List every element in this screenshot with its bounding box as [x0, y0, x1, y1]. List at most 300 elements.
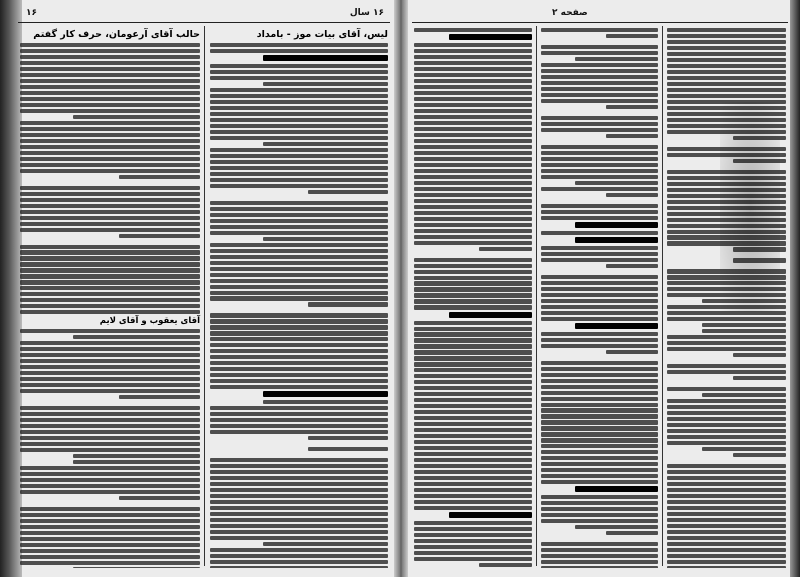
text-line — [414, 434, 532, 438]
text-line — [414, 55, 532, 59]
text-line — [667, 435, 786, 439]
right-page-column-2 — [539, 28, 660, 568]
text-line — [541, 513, 658, 517]
text-line — [414, 344, 532, 348]
text-line — [541, 81, 658, 85]
text-line — [414, 115, 532, 119]
text-line — [667, 494, 786, 498]
text-line — [667, 411, 786, 415]
text-line — [210, 566, 388, 568]
text-line — [119, 496, 200, 500]
text-line — [210, 106, 388, 110]
left-header-date: ۱۶ سال — [349, 8, 384, 18]
text-line — [414, 464, 532, 468]
text-line — [606, 134, 658, 138]
text-line — [414, 49, 532, 53]
text-line — [308, 436, 388, 440]
text-line — [414, 217, 532, 221]
text-line — [414, 281, 532, 285]
text-line — [414, 539, 532, 543]
text-line — [667, 82, 786, 86]
text-line — [20, 359, 200, 363]
text-line — [414, 175, 532, 179]
text-line — [20, 298, 200, 302]
right-page — [412, 6, 788, 572]
text-line — [20, 198, 200, 202]
text-line — [541, 444, 658, 448]
text-line — [667, 464, 786, 468]
text-line — [20, 472, 200, 476]
right-running-head — [412, 8, 788, 23]
text-line — [414, 338, 532, 342]
left-column-inline-heading: آقای یعقوب و آقای لایم — [99, 316, 200, 327]
subheading-line — [575, 486, 658, 492]
text-line — [210, 296, 388, 300]
text-line — [667, 70, 786, 74]
text-line — [20, 478, 200, 482]
text-line — [210, 464, 388, 468]
text-line — [541, 175, 658, 179]
text-line — [414, 270, 532, 274]
text-line — [20, 274, 200, 278]
text-line — [210, 512, 388, 516]
text-line — [667, 566, 786, 568]
text-line — [210, 331, 388, 335]
text-line — [606, 105, 658, 109]
text-line — [414, 446, 532, 450]
text-line — [20, 549, 200, 553]
text-line — [414, 163, 532, 167]
text-line — [210, 136, 388, 140]
text-line — [541, 385, 658, 389]
text-line — [541, 151, 658, 155]
text-line — [541, 426, 658, 430]
text-line — [210, 554, 388, 558]
text-line — [119, 234, 200, 238]
left-column-heading: حالب آقای آرعومان، حرف کار گفتم — [33, 29, 200, 40]
text-line — [667, 335, 786, 339]
text-line — [20, 507, 200, 511]
text-line — [210, 379, 388, 383]
text-line — [210, 267, 388, 271]
text-line — [541, 128, 658, 132]
right-page-column-1-text — [412, 28, 534, 568]
text-line — [541, 45, 658, 49]
text-line — [667, 88, 786, 92]
text-line — [541, 554, 658, 558]
text-line — [667, 429, 786, 433]
text-line — [541, 69, 658, 73]
text-line — [414, 452, 532, 456]
text-line — [414, 305, 532, 309]
text-line — [210, 231, 388, 235]
text-line — [20, 121, 200, 125]
text-line — [414, 416, 532, 420]
text-line — [414, 374, 532, 378]
left-page — [18, 6, 390, 572]
text-line — [414, 287, 532, 291]
text-line — [414, 533, 532, 537]
text-line — [414, 458, 532, 462]
text-line — [541, 408, 658, 412]
text-line — [667, 341, 786, 345]
text-line — [20, 262, 200, 266]
text-line — [414, 193, 532, 197]
text-line — [210, 64, 388, 68]
text-line — [414, 276, 532, 280]
text-line — [20, 103, 200, 107]
text-line — [414, 398, 532, 402]
text-line — [119, 395, 200, 399]
text-line — [414, 362, 532, 366]
text-line — [20, 448, 200, 452]
text-line — [414, 241, 532, 245]
text-line — [210, 112, 388, 116]
text-line — [667, 488, 786, 492]
text-line — [414, 133, 532, 137]
text-line — [20, 466, 200, 470]
text-line — [20, 79, 200, 83]
text-line — [20, 43, 200, 47]
text-line — [414, 79, 532, 83]
text-line — [667, 58, 786, 62]
text-line — [414, 404, 532, 408]
text-line — [541, 338, 658, 342]
text-line — [414, 545, 532, 549]
text-line — [308, 447, 388, 451]
text-line — [541, 275, 658, 279]
text-line — [541, 258, 658, 262]
text-line — [667, 476, 786, 480]
text-line — [20, 412, 200, 416]
text-line — [414, 500, 532, 504]
text-line — [541, 187, 658, 191]
text-line — [414, 356, 532, 360]
text-line — [308, 302, 388, 306]
text-line — [667, 364, 786, 368]
text-line — [414, 386, 532, 390]
text-line — [414, 235, 532, 239]
text-line — [541, 63, 658, 67]
text-line — [479, 563, 532, 567]
text-line — [414, 205, 532, 209]
text-line — [667, 482, 786, 486]
text-line — [20, 365, 200, 369]
text-line — [414, 506, 532, 510]
text-line — [20, 245, 200, 249]
text-line — [414, 392, 532, 396]
text-line — [541, 344, 658, 348]
text-line — [20, 210, 200, 214]
text-line — [20, 531, 200, 535]
text-line — [20, 204, 200, 208]
text-line — [20, 151, 200, 155]
text-line — [414, 97, 532, 101]
text-line — [210, 261, 388, 265]
text-line — [541, 566, 658, 568]
text-line — [210, 355, 388, 359]
subheading-line — [263, 391, 388, 397]
text-line — [541, 507, 658, 511]
text-line — [541, 450, 658, 454]
text-line — [667, 554, 786, 558]
text-line — [210, 88, 388, 92]
text-line — [541, 420, 658, 424]
text-line — [667, 530, 786, 534]
text-line — [667, 34, 786, 38]
text-line — [667, 46, 786, 50]
text-line — [667, 64, 786, 68]
text-line — [541, 456, 658, 460]
paragraph-gap — [539, 140, 660, 145]
left-page-number: ۱۶ — [26, 8, 37, 18]
text-line — [210, 337, 388, 341]
text-line — [414, 264, 532, 268]
text-line — [541, 438, 658, 442]
text-line — [667, 506, 786, 510]
text-line — [20, 49, 200, 53]
text-line — [414, 380, 532, 384]
text-line — [20, 286, 200, 290]
text-line — [414, 557, 532, 561]
subheading-line — [575, 237, 658, 243]
text-line — [414, 157, 532, 161]
text-line — [414, 440, 532, 444]
text-line — [414, 85, 532, 89]
text-line — [667, 405, 786, 409]
text-line — [20, 525, 200, 529]
text-line — [541, 122, 658, 126]
text-line — [541, 332, 658, 336]
text-line — [414, 258, 532, 262]
text-line — [575, 181, 658, 185]
text-line — [210, 172, 388, 176]
text-line — [210, 361, 388, 365]
text-line — [210, 49, 388, 53]
text-line — [20, 430, 200, 434]
text-line — [606, 350, 658, 354]
text-line — [414, 476, 532, 480]
paragraph-gap — [208, 196, 390, 201]
text-line — [414, 43, 532, 47]
text-line — [541, 281, 658, 285]
text-line — [733, 453, 786, 457]
text-line — [667, 347, 786, 351]
right-page-column-1 — [412, 28, 534, 568]
scan-edge-shadow-right — [790, 0, 800, 577]
text-line — [414, 139, 532, 143]
text-line — [20, 216, 200, 220]
text-line — [20, 347, 200, 351]
text-line — [210, 319, 388, 323]
text-line — [414, 61, 532, 65]
text-line — [606, 264, 658, 268]
text-line — [210, 488, 388, 492]
text-line — [210, 273, 388, 277]
text-line — [20, 67, 200, 71]
text-line — [414, 145, 532, 149]
right-page-column-2-text — [539, 28, 660, 568]
text-line — [20, 389, 200, 393]
text-line — [414, 91, 532, 95]
text-line — [541, 145, 658, 149]
text-line — [210, 76, 388, 80]
text-line — [73, 567, 200, 568]
text-line — [541, 480, 658, 484]
text-line — [667, 52, 786, 56]
subheading-line — [575, 323, 658, 329]
text-line — [210, 373, 388, 377]
text-line — [575, 57, 658, 61]
text-line — [667, 417, 786, 421]
right-column-heading: لیس، آقای بیات موز - بامداد — [256, 29, 388, 40]
paragraph-gap — [539, 199, 660, 204]
text-line — [667, 28, 786, 32]
text-line — [541, 252, 658, 256]
book-gutter — [394, 0, 408, 577]
text-line — [541, 311, 658, 315]
text-line — [414, 73, 532, 77]
text-line — [541, 391, 658, 395]
text-line — [20, 424, 200, 428]
text-line — [414, 327, 532, 331]
text-line — [210, 285, 388, 289]
text-line — [20, 157, 200, 161]
text-line — [667, 370, 786, 374]
text-line — [210, 279, 388, 283]
text-line — [210, 424, 388, 428]
text-line — [414, 470, 532, 474]
text-line — [210, 385, 388, 389]
text-line — [702, 329, 786, 333]
text-line — [667, 423, 786, 427]
text-line — [20, 222, 200, 226]
text-line — [210, 548, 388, 552]
text-line — [667, 536, 786, 540]
text-line — [263, 82, 388, 86]
text-line — [210, 201, 388, 205]
text-line — [414, 28, 532, 32]
text-line — [20, 91, 200, 95]
text-line — [20, 163, 200, 167]
text-line — [210, 470, 388, 474]
text-line — [541, 468, 658, 472]
text-line — [541, 305, 658, 309]
paragraph-gap — [18, 240, 202, 245]
text-line — [414, 488, 532, 492]
text-line — [702, 323, 786, 327]
text-line — [414, 181, 532, 185]
text-line — [414, 127, 532, 131]
text-line — [20, 145, 200, 149]
text-line — [210, 349, 388, 353]
text-line — [541, 397, 658, 401]
text-line — [414, 521, 532, 525]
left-running-head — [18, 8, 390, 23]
text-line — [667, 76, 786, 80]
text-line — [210, 560, 388, 564]
text-line — [667, 94, 786, 98]
text-line — [210, 166, 388, 170]
text-line — [414, 187, 532, 191]
text-line — [20, 519, 200, 523]
text-line — [667, 441, 786, 445]
text-line — [210, 343, 388, 347]
text-line — [20, 97, 200, 101]
text-line — [210, 500, 388, 504]
text-line — [210, 148, 388, 152]
text-line — [667, 524, 786, 528]
subheading-line — [449, 34, 532, 40]
text-line — [541, 367, 658, 371]
text-line — [210, 367, 388, 371]
text-line — [541, 51, 658, 55]
left-column-text-block-2 — [18, 329, 202, 568]
text-line — [210, 130, 388, 134]
text-line — [667, 542, 786, 546]
text-line — [210, 94, 388, 98]
left-page-column-rule — [204, 26, 205, 566]
text-line — [20, 484, 200, 488]
text-line — [20, 371, 200, 375]
text-line — [414, 428, 532, 432]
text-line — [733, 376, 786, 380]
text-line — [210, 154, 388, 158]
text-line — [414, 293, 532, 297]
text-line — [20, 192, 200, 196]
text-line — [541, 216, 658, 220]
text-line — [541, 462, 658, 466]
text-line — [667, 560, 786, 564]
text-line — [541, 93, 658, 97]
text-line — [541, 414, 658, 418]
text-line — [20, 139, 200, 143]
text-line — [414, 482, 532, 486]
text-line — [667, 399, 786, 403]
text-line — [210, 518, 388, 522]
text-line — [541, 116, 658, 120]
text-line — [414, 422, 532, 426]
text-line — [263, 237, 388, 241]
text-line — [541, 560, 658, 564]
text-line — [541, 474, 658, 478]
text-line — [414, 199, 532, 203]
text-line — [20, 537, 200, 541]
text-line — [263, 142, 388, 146]
text-line — [210, 412, 388, 416]
text-line — [210, 100, 388, 104]
subheading-line — [449, 512, 532, 518]
text-line — [733, 353, 786, 357]
text-line — [20, 418, 200, 422]
text-line — [541, 204, 658, 208]
text-line — [210, 160, 388, 164]
text-line — [20, 228, 200, 232]
text-line — [210, 118, 388, 122]
text-line — [541, 495, 658, 499]
subheading-line — [575, 222, 658, 228]
text-line — [263, 400, 388, 404]
text-line — [541, 519, 658, 523]
text-line — [541, 28, 658, 32]
paragraph-gap — [539, 270, 660, 275]
text-line — [606, 193, 658, 197]
text-line — [210, 43, 388, 47]
left-column-text-block — [18, 43, 202, 314]
text-line — [20, 436, 200, 440]
text-line — [20, 280, 200, 284]
text-line — [20, 490, 200, 494]
